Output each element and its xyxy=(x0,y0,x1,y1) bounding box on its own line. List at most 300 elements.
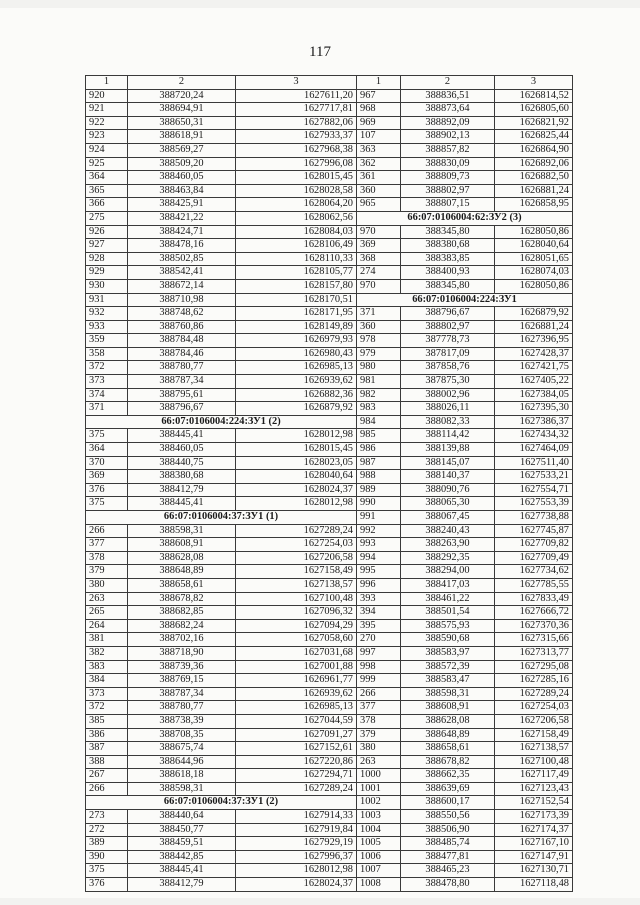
coordinate-y: 1627554,71 xyxy=(495,483,573,497)
coordinate-y: 1627717,81 xyxy=(236,103,357,117)
coordinate-x: 388583,47 xyxy=(401,674,495,688)
coordinate-y: 1628170,51 xyxy=(236,293,357,307)
coordinate-x: 388569,27 xyxy=(128,143,236,157)
coordinate-x: 388784,46 xyxy=(128,347,236,361)
table-row xyxy=(86,810,357,824)
table-row xyxy=(86,728,357,742)
table-row xyxy=(86,592,357,606)
coordinate-x: 388412,79 xyxy=(128,483,236,497)
table-row xyxy=(86,878,357,892)
coordinate-y: 1628012,98 xyxy=(236,497,357,511)
table-row xyxy=(357,755,573,769)
table-row xyxy=(357,307,573,321)
coordinate-y: 1628110,33 xyxy=(236,252,357,266)
coordinate-x: 388463,84 xyxy=(128,184,236,198)
coordinate-x: 388450,77 xyxy=(128,823,236,837)
table-row xyxy=(86,402,357,416)
table-row xyxy=(357,701,573,715)
coordinate-y: 1628157,80 xyxy=(236,279,357,293)
coordinate-y: 1627220,86 xyxy=(236,755,357,769)
coordinate-x: 388780,77 xyxy=(128,361,236,375)
point-number: 1008 xyxy=(357,878,401,892)
point-number: 970 xyxy=(357,279,401,293)
point-number: 394 xyxy=(357,606,401,620)
point-number: 925 xyxy=(86,157,128,171)
coordinate-x: 388639,69 xyxy=(401,782,495,796)
table-row xyxy=(86,347,357,361)
coordinate-y: 1627882,06 xyxy=(236,116,357,130)
coordinate-x: 388240,43 xyxy=(401,524,495,538)
coordinate-x: 388583,97 xyxy=(401,646,495,660)
coordinate-y: 1627914,33 xyxy=(236,810,357,824)
column-header: 3 xyxy=(495,76,573,90)
point-number: 967 xyxy=(357,89,401,103)
coordinate-y: 1626882,50 xyxy=(495,171,573,185)
point-number: 379 xyxy=(86,565,128,579)
coordinate-y: 1627174,37 xyxy=(495,823,573,837)
coordinate-x: 388598,31 xyxy=(128,782,236,796)
point-number: 931 xyxy=(86,293,128,307)
point-number: 923 xyxy=(86,130,128,144)
coordinate-x: 388082,33 xyxy=(401,415,495,429)
table-row xyxy=(86,565,357,579)
table-row xyxy=(357,633,573,647)
coordinate-x: 388648,89 xyxy=(401,728,495,742)
point-number: 377 xyxy=(86,538,128,552)
point-number: 365 xyxy=(86,184,128,198)
coordinate-x: 388478,80 xyxy=(401,878,495,892)
point-number: 361 xyxy=(357,171,401,185)
point-number: 994 xyxy=(357,551,401,565)
point-number: 993 xyxy=(357,538,401,552)
point-number: 266 xyxy=(86,782,128,796)
column-header: 1 xyxy=(357,76,401,90)
coordinate-y: 1627138,57 xyxy=(495,742,573,756)
coordinate-y: 1627289,24 xyxy=(236,524,357,538)
coordinate-x: 388618,91 xyxy=(128,130,236,144)
table-row xyxy=(86,157,357,171)
coordinate-x: 388618,18 xyxy=(128,769,236,783)
table-row xyxy=(357,714,573,728)
coordinate-y: 1627289,24 xyxy=(236,782,357,796)
section-title: 66:07:0106004:62:ЗУ2 (3) xyxy=(357,211,573,225)
coordinate-y: 1627738,88 xyxy=(495,511,573,525)
point-number: 371 xyxy=(357,307,401,321)
table-row xyxy=(86,456,357,470)
coordinate-y: 1627996,37 xyxy=(236,850,357,864)
point-number: 999 xyxy=(357,674,401,688)
coordinate-x: 388026,11 xyxy=(401,402,495,416)
table-row xyxy=(86,538,357,552)
column-header: 2 xyxy=(128,76,236,90)
point-number: 270 xyxy=(357,633,401,647)
table-row xyxy=(86,850,357,864)
coordinate-y: 1627313,77 xyxy=(495,646,573,660)
coordinate-x: 388796,67 xyxy=(128,402,236,416)
table-row xyxy=(86,714,357,728)
coordinate-x: 388857,82 xyxy=(401,143,495,157)
coordinate-x: 388065,30 xyxy=(401,497,495,511)
coordinate-y: 1627294,71 xyxy=(236,769,357,783)
table-row xyxy=(86,252,357,266)
coordinate-y: 1626858,95 xyxy=(495,198,573,212)
coordinate-x: 388067,45 xyxy=(401,511,495,525)
coordinate-y: 1627421,75 xyxy=(495,361,573,375)
table-row xyxy=(86,320,357,334)
coordinate-y: 1627933,37 xyxy=(236,130,357,144)
coordinate-x: 387875,30 xyxy=(401,375,495,389)
point-number: 926 xyxy=(86,225,128,239)
coordinate-y: 1628012,98 xyxy=(236,864,357,878)
point-number: 360 xyxy=(357,320,401,334)
table-row xyxy=(357,850,573,864)
table-row xyxy=(357,782,573,796)
point-number: 385 xyxy=(86,714,128,728)
coordinate-x: 388461,22 xyxy=(401,592,495,606)
coordinate-y: 1628106,49 xyxy=(236,239,357,253)
table-row xyxy=(86,130,357,144)
coordinate-x: 387817,09 xyxy=(401,347,495,361)
table-row xyxy=(357,361,573,375)
coordinate-y: 1627709,82 xyxy=(495,538,573,552)
coordinate-x: 388694,91 xyxy=(128,103,236,117)
point-number: 930 xyxy=(86,279,128,293)
table-row xyxy=(357,592,573,606)
table-row xyxy=(86,375,357,389)
table-row xyxy=(86,823,357,837)
coordinate-y: 1627206,58 xyxy=(236,551,357,565)
table-row xyxy=(357,402,573,416)
coordinate-y: 1628074,03 xyxy=(495,266,573,280)
table-row xyxy=(86,279,357,293)
coordinate-y: 1626939,62 xyxy=(236,375,357,389)
coordinate-x: 388678,82 xyxy=(128,592,236,606)
coordinate-y: 1626881,24 xyxy=(495,320,573,334)
coordinate-y: 1627058,60 xyxy=(236,633,357,647)
table-row xyxy=(357,483,573,497)
table-row xyxy=(86,361,357,375)
point-number: 380 xyxy=(86,578,128,592)
coordinate-y: 1628084,03 xyxy=(236,225,357,239)
table-row xyxy=(86,524,357,538)
coordinate-y: 1627533,21 xyxy=(495,470,573,484)
coordinate-x: 388650,31 xyxy=(128,116,236,130)
coordinate-x: 388628,08 xyxy=(401,714,495,728)
coordinate-x: 388550,56 xyxy=(401,810,495,824)
coordinate-x: 388784,48 xyxy=(128,334,236,348)
coordinate-x: 388114,42 xyxy=(401,429,495,443)
section-title: 66:07:0106004:37:ЗУ1 (2) xyxy=(86,796,357,810)
table-row xyxy=(357,157,573,171)
coordinate-y: 1627091,27 xyxy=(236,728,357,742)
coordinate-y: 1626980,43 xyxy=(236,347,357,361)
coordinate-x: 388090,76 xyxy=(401,483,495,497)
point-number: 969 xyxy=(357,116,401,130)
coordinate-y: 1627428,37 xyxy=(495,347,573,361)
coordinate-x: 388678,82 xyxy=(401,755,495,769)
table-row xyxy=(86,619,357,633)
coordinate-x: 388590,68 xyxy=(401,633,495,647)
table-row xyxy=(86,334,357,348)
section-row xyxy=(86,796,357,810)
coordinate-x: 388644,96 xyxy=(128,755,236,769)
point-number: 1001 xyxy=(357,782,401,796)
section-row xyxy=(86,415,357,429)
coordinate-x: 388139,88 xyxy=(401,443,495,457)
table-row xyxy=(357,837,573,851)
coordinate-x: 388796,67 xyxy=(401,307,495,321)
point-number: 933 xyxy=(86,320,128,334)
point-number: 995 xyxy=(357,565,401,579)
coordinate-y: 1627553,39 xyxy=(495,497,573,511)
coordinate-y: 1627395,30 xyxy=(495,402,573,416)
table-row xyxy=(86,742,357,756)
point-number: 395 xyxy=(357,619,401,633)
point-number: 368 xyxy=(357,252,401,266)
coordinate-x: 388708,35 xyxy=(128,728,236,742)
table-row xyxy=(357,225,573,239)
coordinate-x: 388502,85 xyxy=(128,252,236,266)
table-row xyxy=(86,497,357,511)
coordinate-y: 1627396,95 xyxy=(495,334,573,348)
point-number: 1003 xyxy=(357,810,401,824)
coordinate-x: 388445,41 xyxy=(128,497,236,511)
table-row xyxy=(86,687,357,701)
coordinate-y: 1627118,48 xyxy=(495,878,573,892)
point-number: 985 xyxy=(357,429,401,443)
coordinate-y: 1628105,77 xyxy=(236,266,357,280)
coordinate-y: 1627968,38 xyxy=(236,143,357,157)
coordinate-x: 388600,17 xyxy=(401,796,495,810)
point-number: 364 xyxy=(86,171,128,185)
coordinate-y: 1626979,93 xyxy=(236,334,357,348)
point-number: 920 xyxy=(86,89,128,103)
point-number: 998 xyxy=(357,660,401,674)
coordinate-y: 1627254,03 xyxy=(495,701,573,715)
coordinate-y: 1627152,61 xyxy=(236,742,357,756)
coordinate-y: 1627996,08 xyxy=(236,157,357,171)
point-number: 358 xyxy=(86,347,128,361)
point-number: 377 xyxy=(357,701,401,715)
coordinate-x: 388672,14 xyxy=(128,279,236,293)
coordinate-x: 388787,34 xyxy=(128,687,236,701)
table-row xyxy=(357,103,573,117)
table-row xyxy=(357,497,573,511)
coordinate-x: 388608,91 xyxy=(401,701,495,715)
coordinate-y: 1628023,05 xyxy=(236,456,357,470)
table-row xyxy=(86,307,357,321)
point-number: 922 xyxy=(86,116,128,130)
point-number: 989 xyxy=(357,483,401,497)
coordinate-x: 388445,41 xyxy=(128,429,236,443)
table-row xyxy=(357,606,573,620)
table-row xyxy=(86,769,357,783)
coordinate-y: 1628050,86 xyxy=(495,225,573,239)
coordinate-y: 1627370,36 xyxy=(495,619,573,633)
point-number: 984 xyxy=(357,415,401,429)
coordinate-y: 1627096,32 xyxy=(236,606,357,620)
point-number: 932 xyxy=(86,307,128,321)
coordinate-y: 1628040,64 xyxy=(495,239,573,253)
point-number: 376 xyxy=(86,483,128,497)
table-row xyxy=(357,347,573,361)
coordinate-x: 388380,68 xyxy=(128,470,236,484)
point-number: 379 xyxy=(357,728,401,742)
section-row xyxy=(357,293,573,307)
table-row xyxy=(86,443,357,457)
coordinate-x: 388648,89 xyxy=(128,565,236,579)
table-row xyxy=(357,388,573,402)
coordinate-y: 1626814,52 xyxy=(495,89,573,103)
coordinate-x: 388682,85 xyxy=(128,606,236,620)
coordinate-x: 388807,15 xyxy=(401,198,495,212)
point-number: 363 xyxy=(357,143,401,157)
point-number: 364 xyxy=(86,443,128,457)
coordinate-x: 388440,64 xyxy=(128,810,236,824)
point-number: 386 xyxy=(86,728,128,742)
point-number: 927 xyxy=(86,239,128,253)
coordinate-y: 1627511,40 xyxy=(495,456,573,470)
coordinate-x: 388769,15 xyxy=(128,674,236,688)
coordinate-x: 388460,05 xyxy=(128,171,236,185)
coordinate-y: 1627384,05 xyxy=(495,388,573,402)
table-row xyxy=(357,674,573,688)
table-row xyxy=(357,198,573,212)
coordinate-x: 388440,75 xyxy=(128,456,236,470)
coordinate-y: 1627001,88 xyxy=(236,660,357,674)
coordinate-y: 1627919,84 xyxy=(236,823,357,837)
coordinate-y: 1626805,60 xyxy=(495,103,573,117)
coordinate-x: 388760,86 xyxy=(128,320,236,334)
coordinate-x: 388718,90 xyxy=(128,646,236,660)
point-number: 384 xyxy=(86,674,128,688)
coordinates-table-left xyxy=(85,75,357,892)
coordinate-x: 388738,39 xyxy=(128,714,236,728)
point-number: 393 xyxy=(357,592,401,606)
coordinate-y: 1628028,58 xyxy=(236,184,357,198)
coordinate-y: 1627173,39 xyxy=(495,810,573,824)
table-row xyxy=(357,334,573,348)
point-number: 374 xyxy=(86,388,128,402)
section-title: 66:07:0106004:224:ЗУ1 xyxy=(357,293,573,307)
coordinate-x: 388598,31 xyxy=(401,687,495,701)
table-row xyxy=(357,660,573,674)
coordinate-x: 388682,24 xyxy=(128,619,236,633)
table-row xyxy=(357,239,573,253)
page-number: 117 xyxy=(309,44,331,60)
table-row xyxy=(86,184,357,198)
table-row xyxy=(357,728,573,742)
table-row xyxy=(357,769,573,783)
table-row xyxy=(86,551,357,565)
coordinate-y: 1627254,03 xyxy=(236,538,357,552)
coordinate-y: 1627031,68 xyxy=(236,646,357,660)
coordinate-y: 1628171,95 xyxy=(236,307,357,321)
table-row xyxy=(357,687,573,701)
coordinate-y: 1627130,71 xyxy=(495,864,573,878)
coordinate-y: 1627434,32 xyxy=(495,429,573,443)
table-row xyxy=(357,524,573,538)
point-number: 375 xyxy=(86,497,128,511)
point-number: 983 xyxy=(357,402,401,416)
coordinate-x: 388598,31 xyxy=(128,524,236,538)
table-row xyxy=(86,171,357,185)
table-header-row xyxy=(357,76,573,90)
coordinate-x: 388345,80 xyxy=(401,225,495,239)
table-header-row xyxy=(86,76,357,90)
coordinate-y: 1626985,13 xyxy=(236,701,357,715)
table-row xyxy=(357,184,573,198)
coordinate-y: 1627315,66 xyxy=(495,633,573,647)
section-title: 66:07:0106004:224:ЗУ1 (2) xyxy=(86,415,357,429)
coordinate-x: 388542,41 xyxy=(128,266,236,280)
coordinate-x: 388380,68 xyxy=(401,239,495,253)
table-row xyxy=(86,239,357,253)
point-number: 990 xyxy=(357,497,401,511)
table-row xyxy=(86,633,357,647)
table-row xyxy=(357,646,573,660)
table-row xyxy=(357,823,573,837)
point-number: 968 xyxy=(357,103,401,117)
coordinate-x: 388787,34 xyxy=(128,375,236,389)
table-row xyxy=(357,578,573,592)
table-row xyxy=(357,429,573,443)
table-row xyxy=(357,171,573,185)
point-number: 274 xyxy=(357,266,401,280)
coordinate-y: 1627745,87 xyxy=(495,524,573,538)
point-number: 369 xyxy=(357,239,401,253)
point-number: 378 xyxy=(86,551,128,565)
table-row xyxy=(357,89,573,103)
point-number: 375 xyxy=(86,429,128,443)
point-number: 986 xyxy=(357,443,401,457)
coordinate-x: 388506,90 xyxy=(401,823,495,837)
point-number: 1006 xyxy=(357,850,401,864)
point-number: 924 xyxy=(86,143,128,157)
table-row xyxy=(86,388,357,402)
coordinate-y: 1626879,92 xyxy=(495,307,573,321)
point-number: 387 xyxy=(86,742,128,756)
point-number: 267 xyxy=(86,769,128,783)
coordinate-x: 388477,81 xyxy=(401,850,495,864)
point-number: 266 xyxy=(86,524,128,538)
coordinate-x: 388628,08 xyxy=(128,551,236,565)
coordinate-y: 1627295,08 xyxy=(495,660,573,674)
coordinate-y: 1627666,72 xyxy=(495,606,573,620)
coordinate-x: 388002,96 xyxy=(401,388,495,402)
table-row xyxy=(357,143,573,157)
table-row xyxy=(86,143,357,157)
coordinate-y: 1626881,24 xyxy=(495,184,573,198)
column-header: 2 xyxy=(401,76,495,90)
coordinate-y: 1627094,29 xyxy=(236,619,357,633)
table-row xyxy=(357,538,573,552)
coordinate-x: 388445,41 xyxy=(128,864,236,878)
coordinate-x: 388572,39 xyxy=(401,660,495,674)
coordinate-x: 388421,22 xyxy=(128,211,236,225)
point-number: 928 xyxy=(86,252,128,266)
coordinate-x: 388739,36 xyxy=(128,660,236,674)
coordinate-y: 1627611,20 xyxy=(236,89,357,103)
point-number: 362 xyxy=(357,157,401,171)
section-row xyxy=(357,211,573,225)
point-number: 1005 xyxy=(357,837,401,851)
point-number: 272 xyxy=(86,823,128,837)
coordinate-y: 1627152,54 xyxy=(495,796,573,810)
point-number: 382 xyxy=(86,646,128,660)
point-number: 1000 xyxy=(357,769,401,783)
point-number: 265 xyxy=(86,606,128,620)
